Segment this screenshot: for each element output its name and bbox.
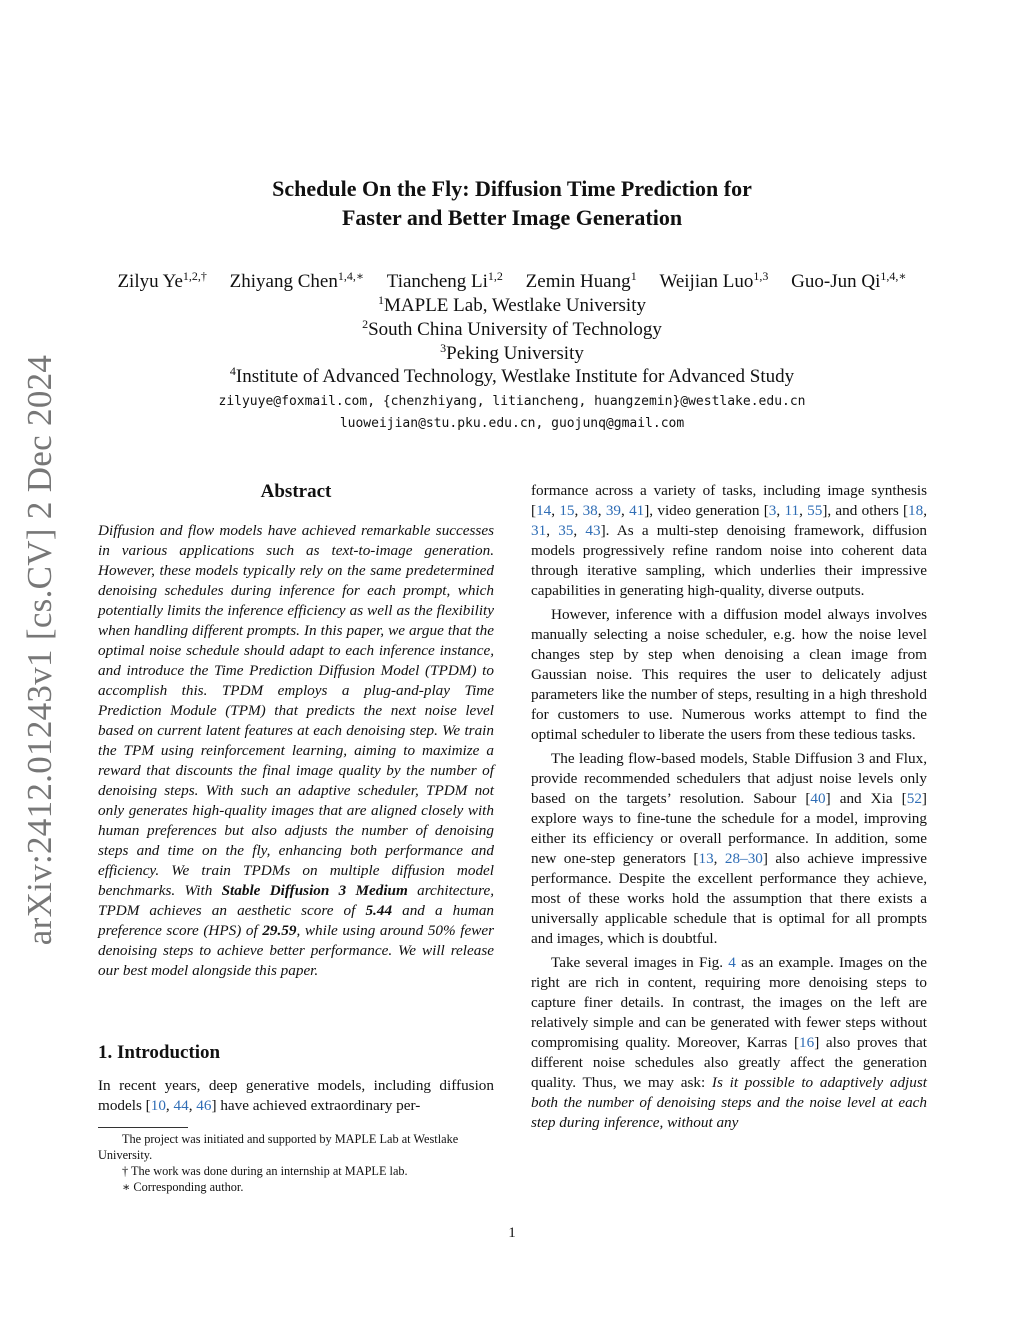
citation-link[interactable]: 3 <box>768 502 777 519</box>
citation-link[interactable]: 15 <box>559 502 575 519</box>
citation-link[interactable]: 52 <box>906 790 922 807</box>
paragraph: Take several images in Fig. 4 as an example. Images on the right are rich in content, requiring more denoising steps to capture finer details. In contrast, the images on the left are relatively simple and can be generated with fewer steps without compromising quality. Moreover, Karras [16] also proves that different noise schedules also greatly affect the generation quality. Thus, we may ask: Is it possible to adaptively adjust both the number of denoising steps and the noise level at each step during inference, without any <box>531 954 928 1131</box>
footnote: † The work was done during an internship at MAPLE lab. <box>122 1164 408 1178</box>
citation-link[interactable]: 44 <box>173 1097 189 1114</box>
citation-link[interactable]: 35 <box>558 522 574 539</box>
author: Weijian Luo$^{1,3}$ <box>659 269 769 292</box>
paragraph: However, inference with a diffusion model always involves manually selecting a noise scheduler, e.g. how the noise level changes step by step when denoising a clean image from Gaussian noise. This requires the user to delicately adjust parameters like the number of steps, resulting in a high threshold for customers to use. Numerous works attempt to find the optimal scheduler to liberate the users from these tedious tasks. <box>531 606 927 743</box>
paper-title-line-1: Schedule On the Fly: Diffusion Time Prediction for <box>272 176 752 201</box>
page-number: 1 <box>508 1225 516 1241</box>
citation-link[interactable]: 38 <box>582 502 598 519</box>
citation-link[interactable]: 13 <box>698 850 714 867</box>
citation-link[interactable]: 11 <box>784 502 800 519</box>
paper-title-line-2: Faster and Better Image Generation <box>341 205 683 230</box>
author: Guo-Jun $Qi^{1,4,∗}$ <box>791 269 907 292</box>
citation-link[interactable]: 41 <box>629 502 645 519</box>
citation-link[interactable]: 28–30 <box>724 850 763 867</box>
citation-link[interactable]: 43 <box>585 522 601 539</box>
figure-reference-link[interactable]: 4 <box>728 954 736 971</box>
affiliation: $^3$Peking University <box>440 341 584 364</box>
author-emails-line-2: luoweijian@stu.pku.edu.cn, guojunq@gmail.com <box>339 416 685 431</box>
right-column <box>531 481 927 1137</box>
affiliation: $^2$South China University of Technology <box>362 317 662 340</box>
citation-link[interactable]: 55 <box>807 502 823 519</box>
footnote-rule <box>98 1127 188 1128</box>
paragraph: formance across a variety of tasks, including image synthesis [14, 15, 38, 39, 41], video generation [3, 11, 55], and others [18, 31, 35, 43]. As a multi-step denoising framework, diffusion models progressively refine random noise into coherent data through iterative sampling, which underlies their impressive capabilities in generating high-quality, diverse outputs. <box>531 482 928 599</box>
affiliation: $^1$MAPLE Lab, Westlake University <box>378 293 646 316</box>
citation-link[interactable]: 16 <box>799 1034 815 1051</box>
paragraph: The leading flow-based models, Stable Diffusion 3 and Flux, provide recommended schedulers that adjust noise levels only based on the targets’ resolution. Sabour [40] and Xia [52] explore ways to fine-tune the schedule for a model, improving either its efficiency or overall performance. In addition, some new one-step generators [13, 28–30] also achieve impressive performance. Despite the excellent performance they achieve, most of these works hold the assumption that there exists a universally applicable schedule that is optimal for all prompts and images, which is doubtful. <box>531 750 927 947</box>
arxiv-identifier: arXiv:2412.01243v1 [cs.CV] 2 Dec 2024 <box>20 354 59 946</box>
abstract-heading: Abstract <box>260 481 332 502</box>
author: Zemin Huang$^1$ <box>525 269 637 292</box>
footnote: The project was initiated and supported by MAPLE Lab at Westlake University. <box>98 1132 459 1162</box>
citation-link[interactable]: 40 <box>810 790 826 807</box>
citation-link[interactable]: 39 <box>605 502 621 519</box>
citation-link[interactable]: 14 <box>536 502 552 519</box>
section-heading-introduction: 1. Introduction <box>98 1042 221 1063</box>
citation-link[interactable]: 46 <box>196 1097 212 1114</box>
intro-paragraph: In recent years, deep generative models, including diffusion models [10, 44, 46] have achieved extraordinary per- <box>98 1077 494 1114</box>
author: Zhiyang Chen$^{1,4,∗}$ <box>229 269 365 292</box>
citation-link[interactable]: 31 <box>531 522 547 539</box>
author: Tiancheng Li$^{1,2}$ <box>386 269 503 292</box>
author: Zilyu $Ye^{1,2,\dagger}$ <box>117 269 207 292</box>
footnote: ∗ Corresponding author. <box>122 1180 244 1194</box>
author-list <box>0 270 1024 294</box>
abstract-body: Diffusion and flow models have achieved remarkable successes in various applications such as text-to-image generation. However, these models typically rely on the same predetermined denoising schedules during inference for each prompt, which potentially limits the inference efficiency as well as the flexibility when handling different prompts. In this paper, we argue that the optimal noise schedule should adapt to each inference instance, and introduce the Time Prediction Diffusion Model (TPDM) to accomplish this. TPDM employs a plug-and-play Time Prediction Module (TPM) that predicts the next noise level based on current latent features at each denoising step. We train the TPM using reinforcement learning, aiming to maximize a reward that discounts the final image quality by the number of denoising steps. With such an adaptive scheduler, TPDM not only generates high-quality images that are aligned closely with human preferences but also adjusts the number of denoising steps and time on the fly, enhancing both performance and efficiency. We train TPDMs on multiple diffusion model benchmarks. With Stable Diffusion 3 Medium architecture, TPDM achieves an aesthetic score of 5.44 and a human preference score (HPS) of 29.59, while using around 50% fewer denoising steps to achieve better performance. We will release our best model alongside this paper. <box>98 522 495 979</box>
citation-link[interactable]: 10 <box>150 1097 166 1114</box>
affiliation: $^4$Institute of Advanced Technology, Westlake Institute for Advanced Study <box>229 364 795 387</box>
author-emails-line-1: zilyuye@foxmail.com, {chenzhiyang, litiancheng, huangzemin}@westlake.edu.cn <box>218 394 806 409</box>
citation-link[interactable]: 18 <box>908 502 924 519</box>
